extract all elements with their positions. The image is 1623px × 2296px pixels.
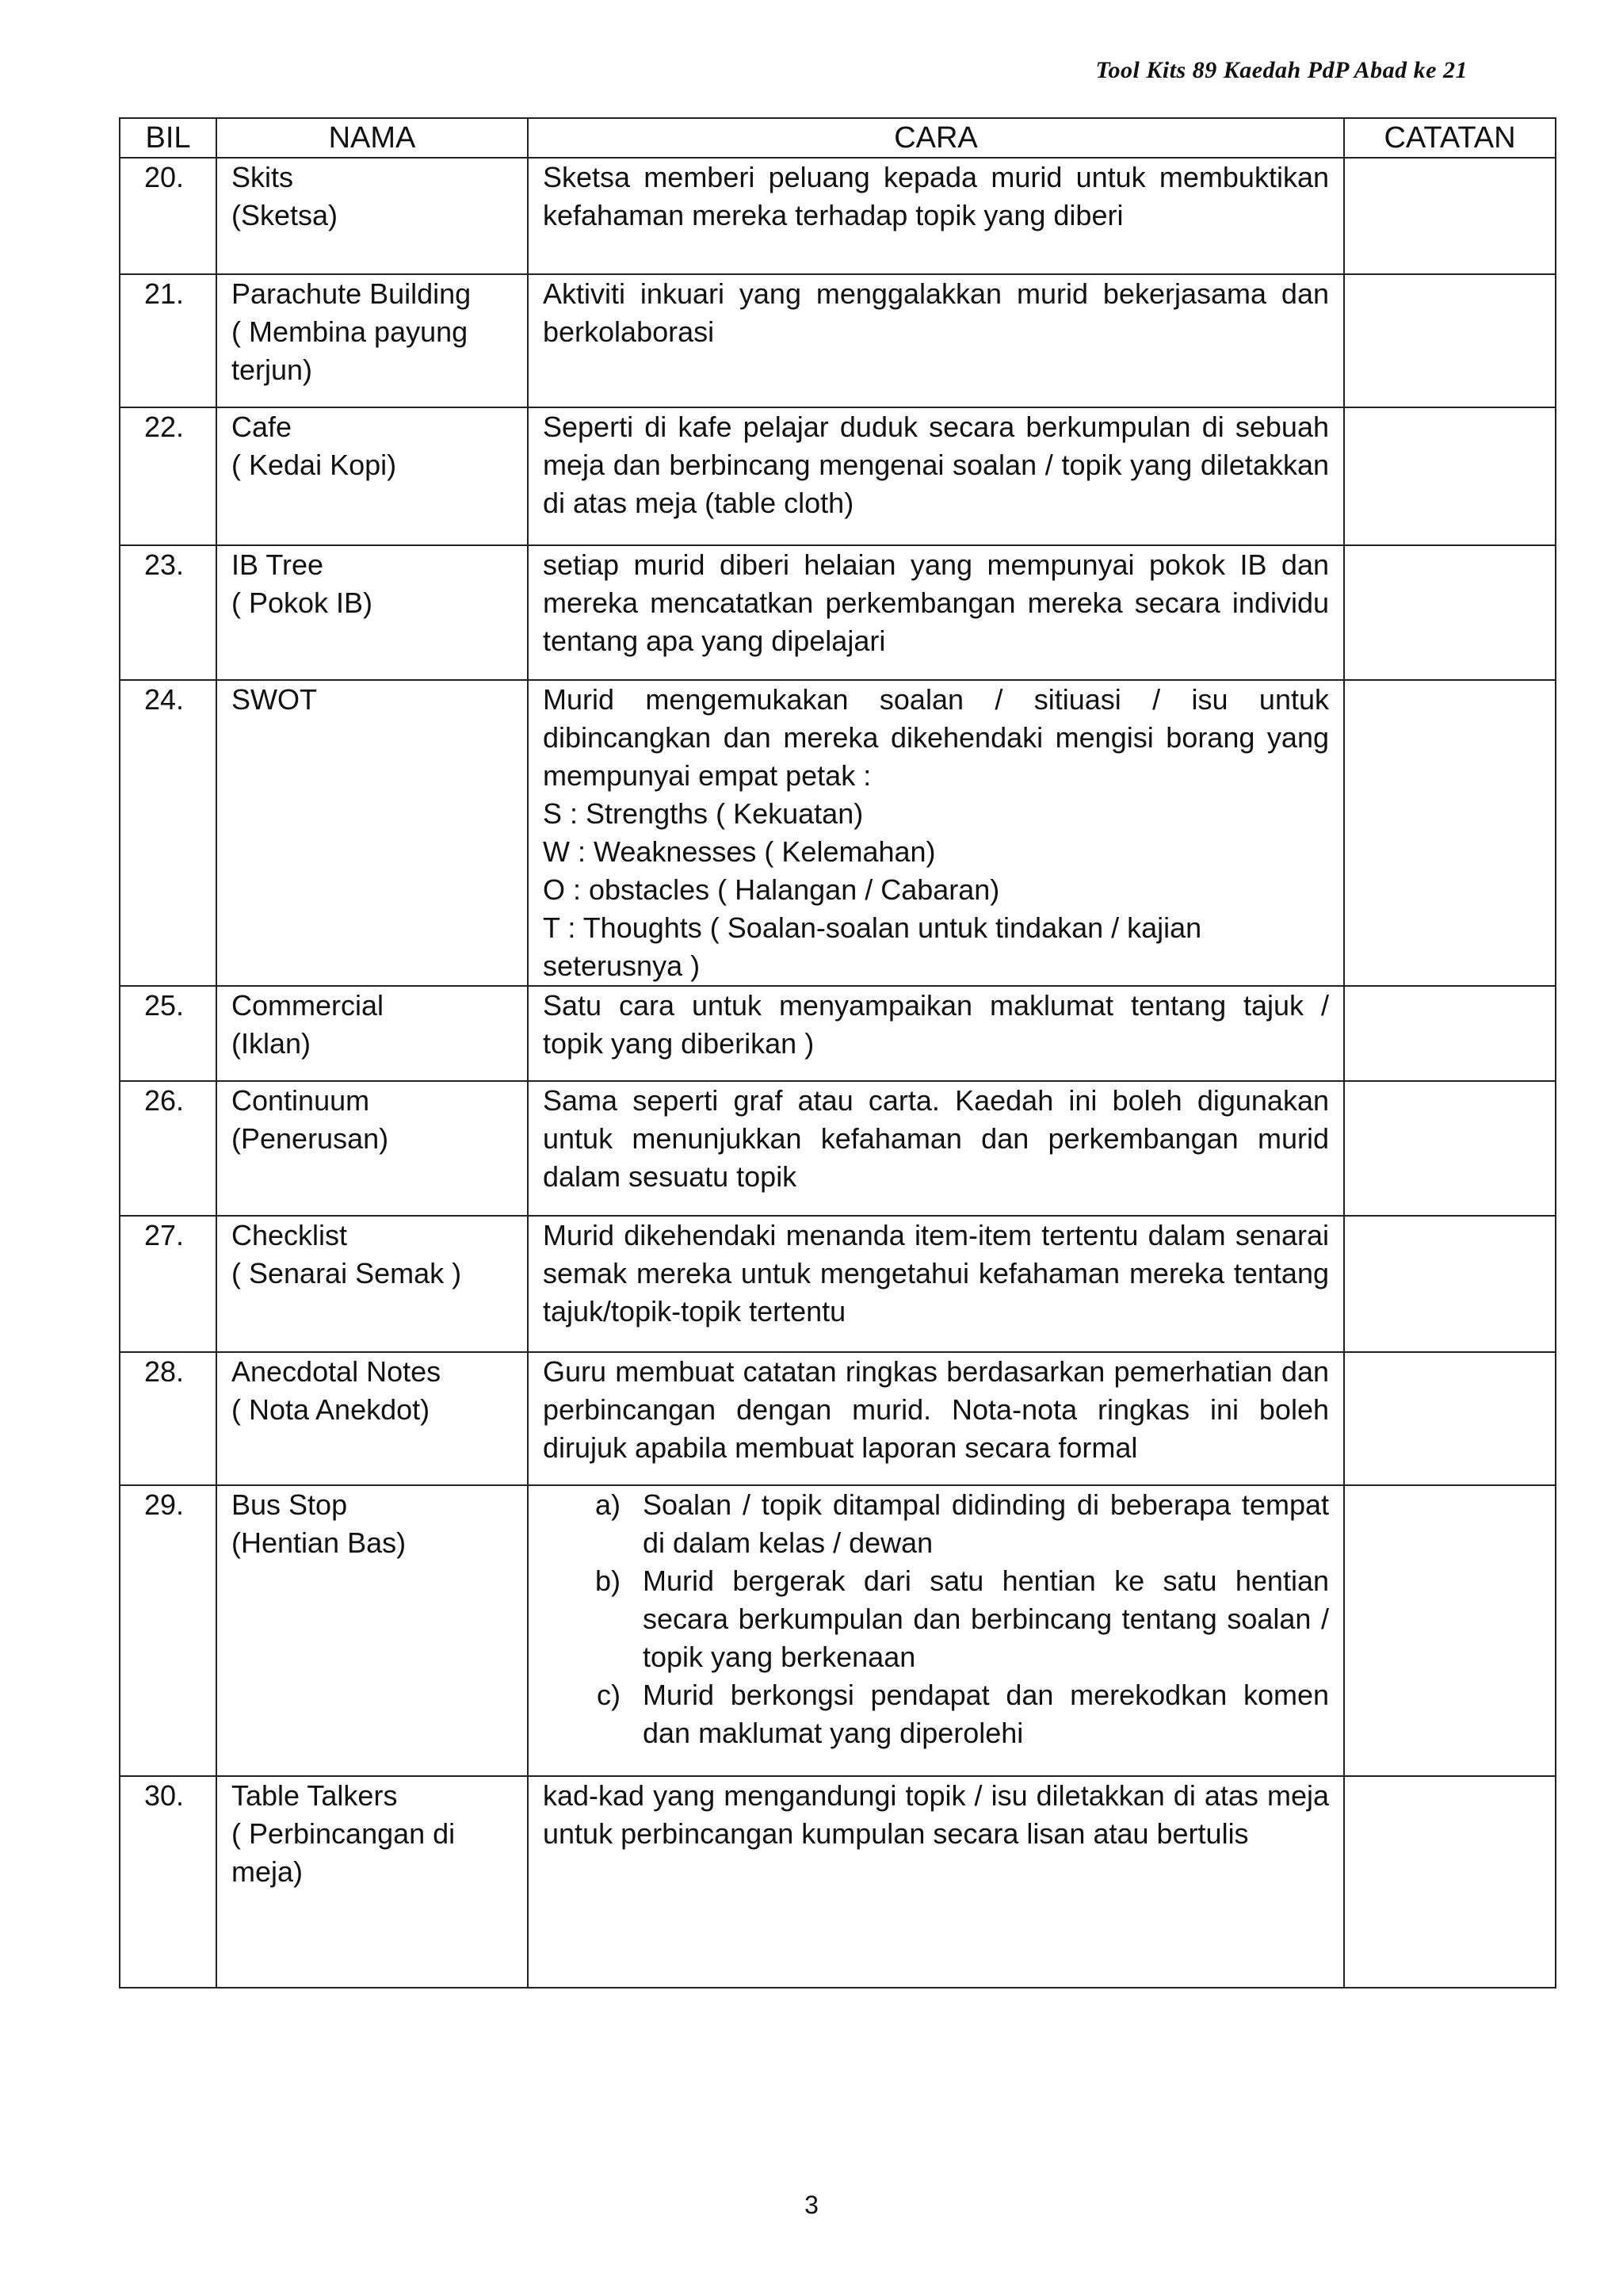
method-description: Sketsa memberi peluang kepada murid untuk membuktikan kefahaman mereka terhadap topik yang diberi [528, 158, 1344, 274]
method-description: Murid dikehendaki menanda item-item tertentu dalam senarai semak mereka untuk mengetahui kefahaman mereka tentang tajuk/topik-topik tertentu [528, 1216, 1344, 1352]
method-name: Table Talkers ( Perbincangan di meja) [216, 1776, 528, 1988]
row-number: 28. [120, 1352, 216, 1485]
column-header-cara: CARA [528, 118, 1344, 158]
table-row [120, 1352, 1556, 1485]
table-row [120, 986, 1556, 1081]
method-name: Parachute Building ( Membina payung terjun) [216, 274, 528, 407]
method-description [528, 1485, 1344, 1776]
list-marker: a) [594, 1488, 621, 1521]
table-row [120, 274, 1556, 407]
table-row [120, 545, 1556, 680]
method-description: Sama seperti graf atau carta. Kaedah ini boleh digunakan untuk menunjukkan kefahaman dan perkembangan murid dalam sesuatu topik [528, 1081, 1344, 1216]
list-item-text: Soalan / topik ditampal didinding di beberapa tempat di dalam kelas / dewan [643, 1488, 1329, 1559]
row-number: 23. [120, 545, 216, 680]
column-header-bil: BIL [120, 118, 216, 158]
method-name: SWOT [216, 680, 528, 986]
notes-cell [1344, 407, 1556, 545]
method-name: Skits (Sketsa) [216, 158, 528, 274]
list-item [543, 1676, 1329, 1752]
table-row [120, 1776, 1556, 1988]
table-row [120, 158, 1556, 274]
row-number: 27. [120, 1216, 216, 1352]
table-row [120, 407, 1556, 545]
method-name: Anecdotal Notes ( Nota Anekdot) [216, 1352, 528, 1485]
list-marker: b) [594, 1564, 621, 1597]
method-name: Checklist ( Senarai Semak ) [216, 1216, 528, 1352]
row-number: 25. [120, 986, 216, 1081]
method-description: kad-kad yang mengandungi topik / isu diletakkan di atas meja untuk perbincangan kumpulan secara lisan atau bertulis [528, 1776, 1344, 1988]
list-marker: c) [597, 1679, 621, 1711]
row-number: 29. [120, 1485, 216, 1776]
table-row [120, 680, 1556, 986]
method-description: Seperti di kafe pelajar duduk secara berkumpulan di sebuah meja dan berbincang mengenai soalan / topik yang diletakkan di atas meja (table cloth) [528, 407, 1344, 545]
method-description: Aktiviti inkuari yang menggalakkan murid bekerjasama dan berkolaborasi [528, 274, 1344, 407]
list-item-text: Murid bergerak dari satu hentian ke satu hentian secara berkumpulan dan berbincang tentang soalan / topik yang berkenaan [643, 1564, 1329, 1673]
list-item-text: Murid berkongsi pendapat dan merekodkan komen dan maklumat yang diperolehi [643, 1679, 1329, 1749]
method-description: Guru membuat catatan ringkas berdasarkan pemerhatian dan perbincangan dengan murid. Nota-nota ringkas ini boleh dirujuk apabila membuat laporan secara formal [528, 1352, 1344, 1485]
row-number: 30. [120, 1776, 216, 1988]
method-name: Cafe ( Kedai Kopi) [216, 407, 528, 545]
method-description: Murid mengemukakan soalan / sitiuasi / isu untuk dibincangkan dan mereka dikehendaki mengisi borang yang mempunyai empat petak : S : Strengths ( Kekuatan) W : Weaknesses ( Kelemahan) O : obstacles ( Halangan / Cabaran) T : Thoughts ( Soalan-soalan untuk tindakan / kajian seterusnya ) [528, 680, 1344, 986]
running-header: Tool Kits 89 Kaedah PdP Abad ke 21 [1095, 57, 1468, 83]
column-header-nama: NAMA [216, 118, 528, 158]
list-item [543, 1562, 1329, 1676]
row-number: 24. [120, 680, 216, 986]
notes-cell [1344, 1776, 1556, 1988]
method-name: Continuum (Penerusan) [216, 1081, 528, 1216]
notes-cell [1344, 1352, 1556, 1485]
notes-cell [1344, 680, 1556, 986]
notes-cell [1344, 1216, 1556, 1352]
step-list [543, 1486, 1329, 1752]
notes-cell [1344, 1485, 1556, 1776]
table-row [120, 1081, 1556, 1216]
table-header-row [120, 118, 1556, 158]
notes-cell [1344, 158, 1556, 274]
notes-cell [1344, 545, 1556, 680]
kaedah-table [119, 117, 1556, 1988]
notes-cell [1344, 986, 1556, 1081]
method-name: IB Tree ( Pokok IB) [216, 545, 528, 680]
row-number: 21. [120, 274, 216, 407]
list-item [543, 1486, 1329, 1562]
notes-cell [1344, 1081, 1556, 1216]
method-description: setiap murid diberi helaian yang mempunyai pokok IB dan mereka mencatatkan perkembangan mereka secara individu tentang apa yang dipelajari [528, 545, 1344, 680]
row-number: 26. [120, 1081, 216, 1216]
column-header-catatan: CATATAN [1344, 118, 1556, 158]
notes-cell [1344, 274, 1556, 407]
table-row [120, 1485, 1556, 1776]
page-number: 3 [804, 2191, 819, 2219]
method-description: Satu cara untuk menyampaikan maklumat tentang tajuk / topik yang diberikan ) [528, 986, 1344, 1081]
method-name: Commercial (Iklan) [216, 986, 528, 1081]
row-number: 20. [120, 158, 216, 274]
row-number: 22. [120, 407, 216, 545]
table-row [120, 1216, 1556, 1352]
method-name: Bus Stop (Hentian Bas) [216, 1485, 528, 1776]
